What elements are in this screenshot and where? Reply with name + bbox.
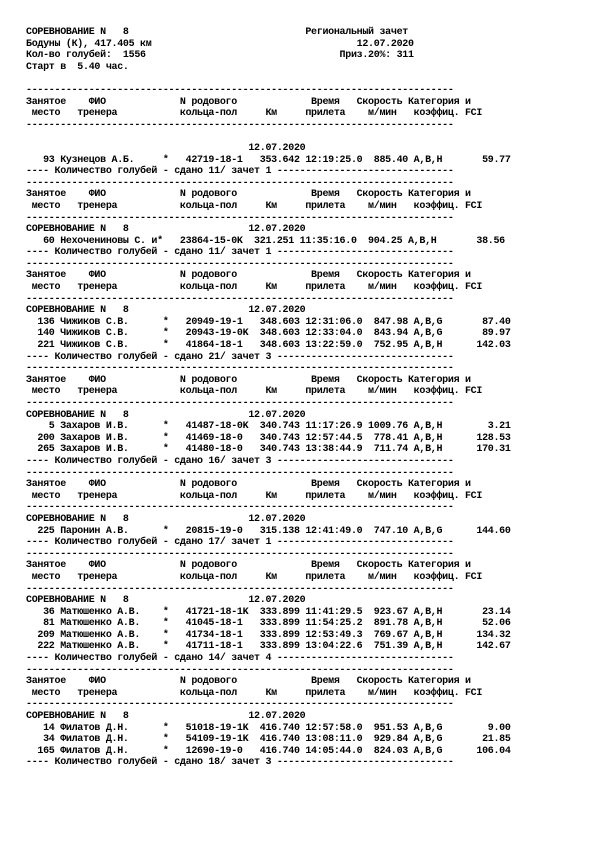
report-line: 221 Чижиков С.В. * 41864-18-1 348.603 13:22:59.0 752.95 A,B,H 142.03 — [26, 340, 511, 352]
report-line: 12.07.2020 — [26, 142, 306, 154]
report-line: СОРЕВНОВАНИЕ N 8 12.07.2020 — [26, 595, 306, 607]
report-line: ---- Количество голубей - сдано 21/ зачет 3 ------------------------------- — [26, 351, 454, 363]
report-line: --------------------------------------------------------------------------- — [26, 502, 454, 514]
report-line: --------------------------------------------------------------------------- — [26, 363, 454, 375]
report-line: --------------------------------------------------------------------------- — [26, 293, 454, 305]
report-line: --------------------------------------------------------------------------- — [26, 548, 454, 560]
report-line: СОРЕВНОВАНИЕ N 8 Региональный зачет — [26, 27, 408, 38]
report-line — [26, 73, 511, 85]
report-line: --------------------------------------------------------------------------- — [26, 664, 454, 676]
report-line: 93 Кузнецов А.Б. * 42719-18-1 353.642 12:19:25.0 885.40 A,B,H 59.77 — [26, 154, 511, 166]
report-line: ---- Количество голубей - сдано 11/ зачет 1 ------------------------------- — [26, 166, 454, 178]
report-line: 14 Филатов Д.Н. * 51018-19-1K 416.740 12:57:58.0 951.53 A,B,G 9.00 — [26, 722, 511, 734]
report-line: --------------------------------------------------------------------------- — [26, 119, 454, 131]
report-line: СОРЕВНОВАНИЕ N 8 12.07.2020 — [26, 224, 306, 236]
report-line: ---- Количество голубей - сдано 16/ зачет 3 ------------------------------- — [26, 455, 454, 467]
report-line: Бодуны (К), 417.405 км 12.07.2020 — [26, 38, 414, 50]
report-line: место тренера кольца-пол Км прилета м/мин коэффиц. FCI — [26, 386, 483, 398]
report-line: Занятое ФИО N родового Время Скорость Категория и — [26, 479, 471, 491]
race-results-report — [26, 27, 511, 769]
report-line: ---- Количество голубей - сдано 14/ зачет 4 ------------------------------- — [26, 653, 454, 665]
report-line: Занятое ФИО N родового Время Скорость Категория и — [26, 96, 471, 108]
report-line: --------------------------------------------------------------------------- — [26, 84, 454, 96]
report-line: Старт в 5.40 час. — [26, 61, 129, 73]
report-line: --------------------------------------------------------------------------- — [26, 467, 454, 479]
report-line: Занятое ФИО N родового Время Скорость Категория и — [26, 676, 471, 688]
report-line: 165 Филатов Д.Н. * 12690-19-0 416.740 14:05:44.0 824.03 A,B,G 106.04 — [26, 745, 511, 757]
report-line: 222 Матюшенко А.В. * 41711-18-1 333.899 13:04:22.6 751.39 A,B,H 142.67 — [26, 641, 511, 653]
report-line: 36 Матюшенко А.В. * 41721-18-1K 333.899 11:41:29.5 923.67 A,B,H 23.14 — [26, 606, 511, 618]
report-line: --------------------------------------------------------------------------- — [26, 699, 454, 711]
report-line — [26, 131, 511, 143]
report-line: СОРЕВНОВАНИЕ N 8 12.07.2020 — [26, 513, 306, 525]
report-line: место тренера кольца-пол Км прилета м/мин коэффиц. FCI — [26, 490, 483, 502]
report-line: СОРЕВНОВАНИЕ N 8 12.07.2020 — [26, 409, 306, 421]
report-line: 5 Захаров И.В. * 41487-18-0K 340.743 11:17:26.9 1009.76 A,B,H 3.21 — [26, 421, 511, 433]
report-line: СОРЕВНОВАНИЕ N 8 12.07.2020 — [26, 711, 306, 723]
report-line: 140 Чижиков С.В. * 20943-19-0K 348.603 12:33:04.0 843.94 A,B,G 89.97 — [26, 328, 511, 340]
report-line: место тренера кольца-пол Км прилета м/мин коэффиц. FCI — [26, 571, 483, 583]
report-line: 81 Матюшенко А.В. * 41045-18-1 333.899 11:54:25.2 891.78 A,B,H 52.06 — [26, 618, 511, 630]
report-line: 225 Паронин А.В. * 20815-19-0 315.138 12:41:49.0 747.10 A,B,G 144.60 — [26, 525, 511, 537]
report-line: Занятое ФИО N родового Время Скорость Категория и — [26, 560, 471, 572]
report-line: место тренера кольца-пол Км прилета м/мин коэффиц. FCI — [26, 687, 483, 699]
report-line: место тренера кольца-пол Км прилета м/мин коэффиц. FCI — [26, 200, 483, 212]
report-line: Занятое ФИО N родового Время Скорость Категория и — [26, 270, 471, 282]
report-line: ---- Количество голубей - сдано 11/ зачет 1 ------------------------------- — [26, 247, 454, 259]
report-line: 209 Матюшенко А.В. * 41734-18-1 333.899 12:53:49.3 769.67 A,B,H 134.32 — [26, 629, 511, 641]
report-line: --------------------------------------------------------------------------- — [26, 583, 454, 595]
report-line: ---- Количество голубей - сдано 17/ зачет 1 ------------------------------- — [26, 537, 454, 549]
report-line: --------------------------------------------------------------------------- — [26, 177, 454, 189]
report-line: Занятое ФИО N родового Время Скорость Категория и — [26, 189, 471, 201]
report-line: 136 Чижиков С.В. * 20949-19-1 348.603 12:31:06.0 847.98 A,B,G 87.40 — [26, 316, 511, 328]
report-line: --------------------------------------------------------------------------- — [26, 258, 454, 270]
report-line: 60 Нехочениновы С. и* 23864-15-0K 321.251 11:35:16.0 904.25 A,B,H 38.56 — [26, 235, 505, 247]
report-line: 34 Филатов Д.Н. * 54109-19-1K 416.740 13:08:11.0 929.84 A,B,G 21.85 — [26, 734, 511, 746]
report-line: СОРЕВНОВАНИЕ N 8 12.07.2020 — [26, 305, 306, 317]
report-line: Кол-во голубей: 1556 Приз.20%: 311 — [26, 50, 414, 62]
report-line: --------------------------------------------------------------------------- — [26, 398, 454, 409]
report-line: 200 Захаров И.В. * 41469-18-0 340.743 12:57:44.5 778.41 A,B,H 128.53 — [26, 432, 511, 444]
report-line: Занятое ФИО N родового Время Скорость Категория и — [26, 374, 471, 386]
report-line: место тренера кольца-пол Км прилета м/мин коэффиц. FCI — [26, 282, 483, 294]
report-line: --------------------------------------------------------------------------- — [26, 212, 454, 224]
report-line: место тренера кольца-пол Км прилета м/мин коэффиц. FCI — [26, 108, 483, 120]
report-line: ---- Количество голубей - сдано 18/ зачет 3 ------------------------------- — [26, 757, 454, 769]
report-line: 265 Захаров И.В. * 41480-18-0 340.743 13:38:44.9 711.74 A,B,H 170.31 — [26, 444, 511, 456]
